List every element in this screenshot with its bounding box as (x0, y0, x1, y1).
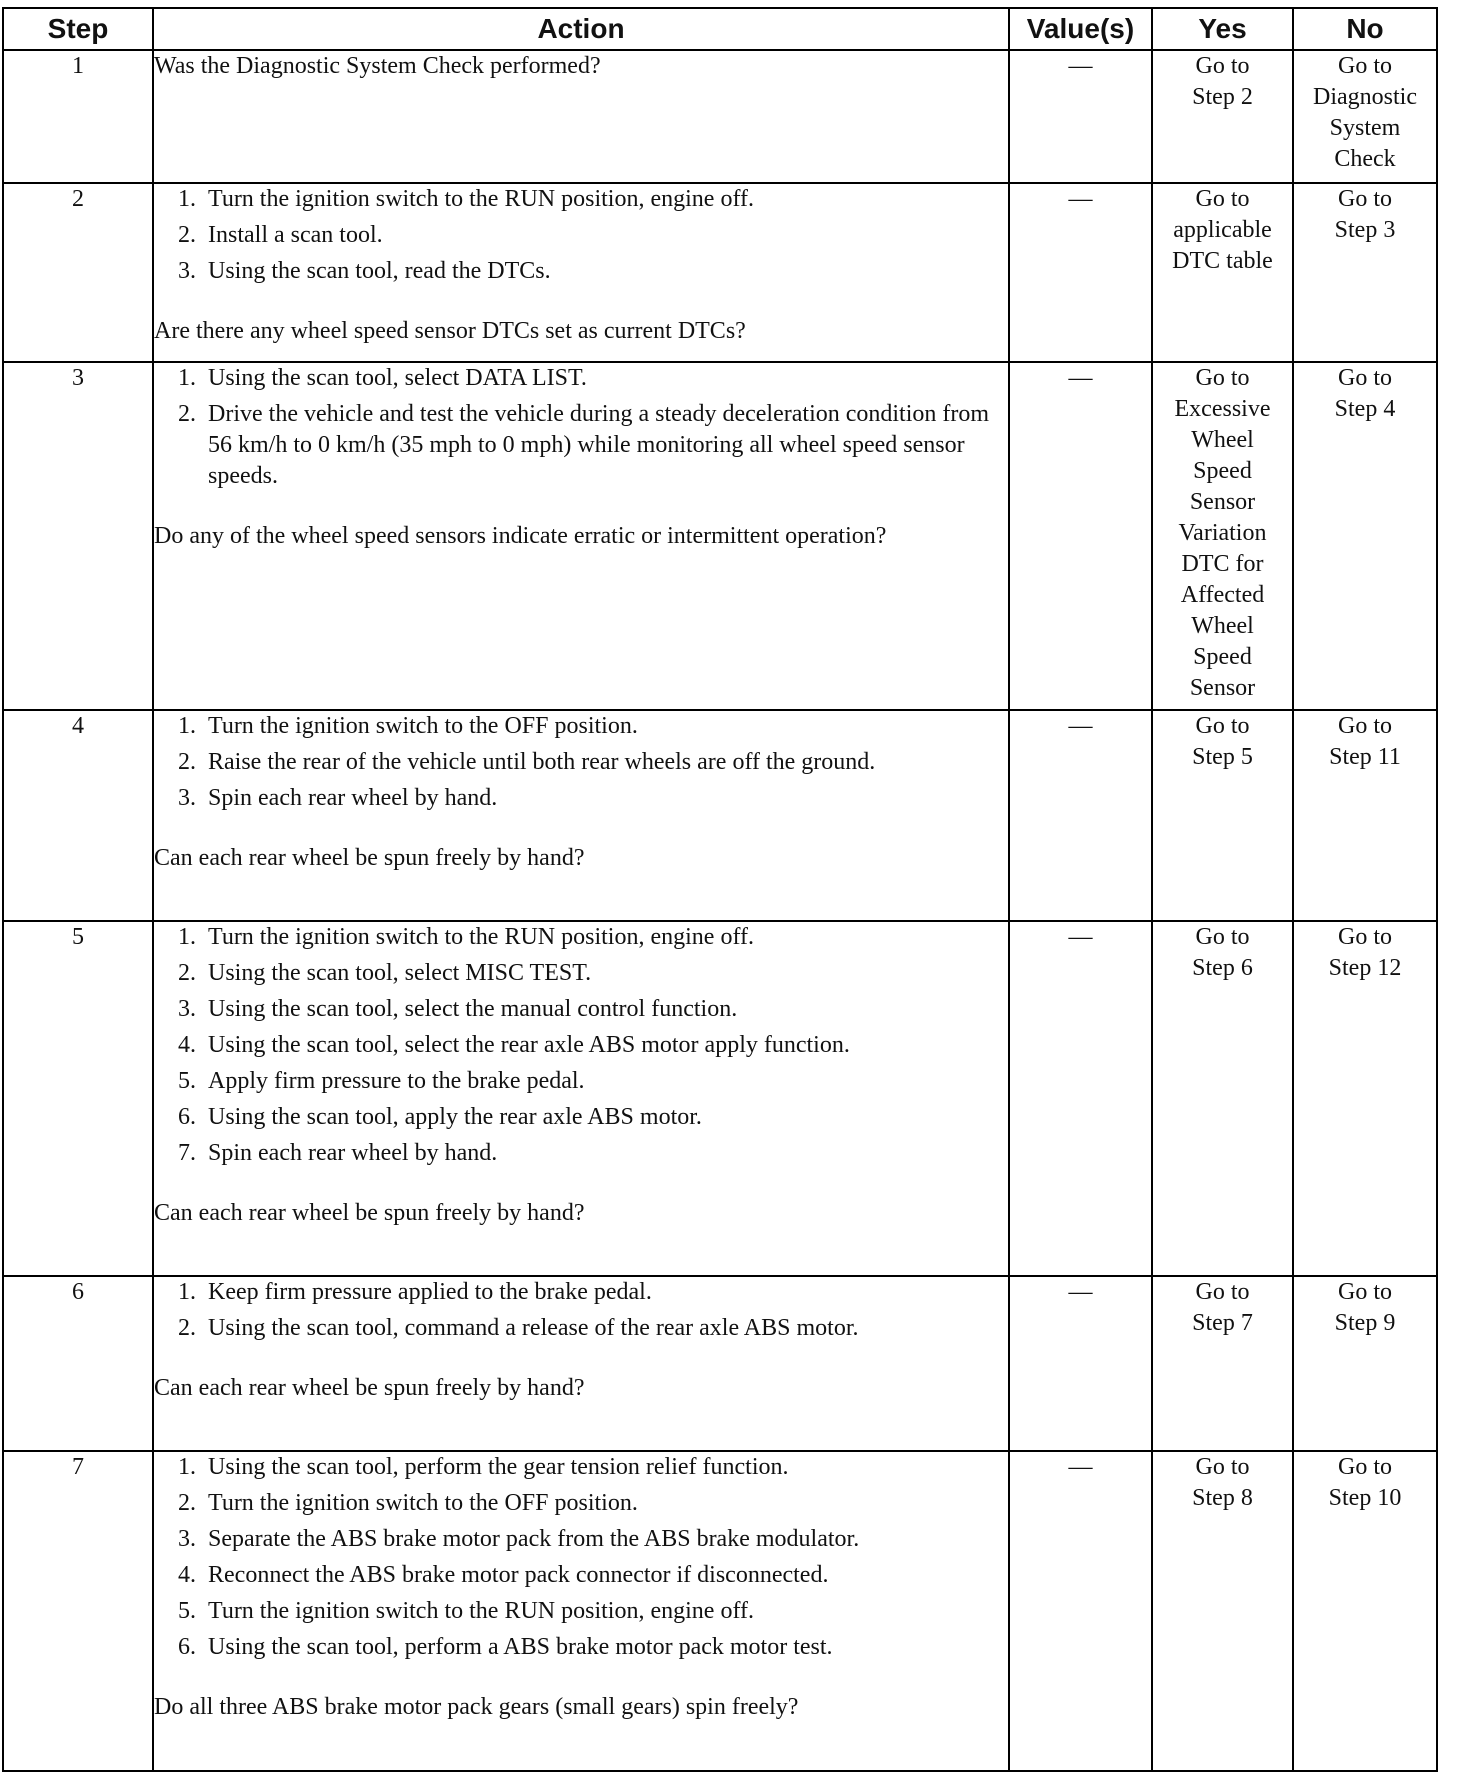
yes-outcome-cell (1152, 710, 1293, 921)
question-text: Can each rear wheel be spun freely by hand? (154, 1375, 585, 1401)
action-step-number: 7. (178, 1140, 196, 1166)
action-steps-list (154, 1452, 1008, 1663)
action-cell (153, 921, 1009, 1276)
yes-outcome-line: Go to (1195, 1279, 1250, 1305)
action-step (154, 363, 1008, 394)
no-outcome-line: Step 3 (1334, 217, 1396, 243)
action-step-text: Using the scan tool, read the DTCs. (208, 258, 551, 284)
no-outcome-line: Go to (1338, 186, 1392, 212)
action-step-text: Keep firm pressure applied to the brake pedal. (208, 1279, 652, 1305)
action-step-text: Using the scan tool, command a release of the rear axle ABS motor. (208, 1315, 859, 1341)
action-step-number: 2. (178, 960, 196, 986)
step-number: 6 (72, 1279, 84, 1305)
no-outcome-line: Go to (1338, 365, 1392, 391)
action-step-number: 5. (178, 1598, 196, 1624)
no-outcome-line: Diagnostic (1313, 84, 1417, 110)
value-text: — (1068, 53, 1093, 79)
header-no: No (1293, 8, 1437, 50)
action-cell (153, 1451, 1009, 1771)
action-step-number: 2. (178, 1490, 196, 1516)
no-outcome-line: System (1329, 115, 1401, 141)
value-cell (1009, 183, 1152, 362)
yes-outcome-line: Go to (1195, 713, 1250, 739)
action-step-number: 2. (178, 222, 196, 248)
yes-outcome-cell (1152, 921, 1293, 1276)
step-number: 5 (72, 924, 84, 950)
action-steps-list (154, 922, 1008, 1169)
action-step (154, 1277, 1008, 1308)
action-step (154, 1632, 1008, 1663)
action-step-number: 1. (178, 1279, 196, 1305)
action-step (154, 783, 1008, 814)
yes-outcome-line: Step 6 (1192, 955, 1253, 981)
action-step-text: Turn the ignition switch to the RUN position, engine off. (208, 924, 754, 950)
action-step-text: Turn the ignition switch to the OFF position. (208, 1490, 638, 1516)
yes-outcome-line: Go to (1195, 186, 1250, 212)
value-text: — (1068, 186, 1093, 212)
action-step-number: 3. (178, 785, 196, 811)
no-outcome-line: Go to (1338, 1279, 1392, 1305)
yes-outcome-line: Sensor (1189, 675, 1256, 701)
action-step-text: Separate the ABS brake motor pack from the ABS brake modulator. (208, 1526, 860, 1552)
step-number-cell (3, 710, 153, 921)
value-text: — (1068, 713, 1093, 739)
header-values: Value(s) (1009, 8, 1152, 50)
action-steps-list (154, 363, 1008, 492)
yes-outcome-line: applicable (1173, 217, 1272, 243)
yes-outcome-line: Affected (1180, 582, 1265, 608)
header-row (3, 8, 1437, 50)
action-step (154, 184, 1008, 215)
action-step (154, 256, 1008, 287)
no-outcome-line: Go to (1338, 713, 1392, 739)
action-step (154, 1138, 1008, 1169)
action-step-number: 2. (178, 1315, 196, 1341)
action-step (154, 994, 1008, 1025)
no-outcome-cell (1293, 183, 1437, 362)
no-outcome-line: Step 9 (1334, 1310, 1396, 1336)
no-outcome-cell (1293, 50, 1437, 183)
yes-outcome-line: Speed (1193, 458, 1252, 484)
action-step-text: Reconnect the ABS brake motor pack connector if disconnected. (208, 1562, 829, 1588)
yes-outcome-cell (1152, 1451, 1293, 1771)
action-step-text: Turn the ignition switch to the RUN position, engine off. (208, 186, 754, 212)
action-step-number: 3. (178, 258, 196, 284)
action-step (154, 1313, 1008, 1344)
action-step-text: Turn the ignition switch to the RUN position, engine off. (208, 1598, 754, 1624)
no-outcome-line: Check (1334, 146, 1396, 172)
action-step (154, 1102, 1008, 1133)
action-step-number: 3. (178, 996, 196, 1022)
yes-outcome-line: Go to (1195, 53, 1250, 79)
action-cell (153, 710, 1009, 921)
action-cell (153, 183, 1009, 362)
value-cell (1009, 710, 1152, 921)
action-step-text: Raise the rear of the vehicle until both rear wheels are off the ground. (208, 749, 876, 775)
action-step-text: Using the scan tool, select MISC TEST. (208, 960, 592, 986)
action-step-text: Using the scan tool, perform a ABS brake motor pack motor test. (208, 1634, 833, 1660)
value-cell (1009, 921, 1152, 1276)
action-step (154, 220, 1008, 251)
action-steps-list (154, 1277, 1008, 1344)
action-step-text: Drive the vehicle and test the vehicle during a steady deceleration condition from 56 km/h to 0 km/h (35 mph to 0 mph) while monitoring all wheel speed sensor speeds. (208, 401, 990, 489)
yes-outcome-line: Sensor (1189, 489, 1256, 515)
action-cell (153, 1276, 1009, 1451)
action-step (154, 1452, 1008, 1483)
question-text: Do all three ABS brake motor pack gears (small gears) spin freely? (154, 1694, 799, 1720)
step-number-cell (3, 183, 153, 362)
step-number: 7 (72, 1454, 84, 1480)
step-number: 4 (72, 713, 84, 739)
action-step-text: Spin each rear wheel by hand. (208, 785, 498, 811)
header-step: Step (3, 8, 153, 50)
action-step-number: 1. (178, 924, 196, 950)
yes-outcome-line: Step 5 (1192, 744, 1253, 770)
action-cell (153, 362, 1009, 710)
action-step (154, 399, 1008, 492)
question-text: Can each rear wheel be spun freely by hand? (154, 1200, 585, 1226)
step-number-cell (3, 50, 153, 183)
yes-outcome-line: Wheel (1191, 427, 1254, 453)
table-row (3, 921, 1437, 1276)
no-outcome-line: Go to (1338, 1454, 1392, 1480)
step-number-cell (3, 1451, 153, 1771)
action-step-text: Apply firm pressure to the brake pedal. (208, 1068, 585, 1094)
table-row (3, 183, 1437, 362)
action-step-text: Using the scan tool, select the manual control function. (208, 996, 738, 1022)
value-cell (1009, 362, 1152, 710)
yes-outcome-line: Step 8 (1192, 1485, 1253, 1511)
step-number: 1 (72, 53, 84, 79)
action-steps-list (154, 184, 1008, 287)
action-step (154, 1488, 1008, 1519)
table-row (3, 362, 1437, 710)
yes-outcome-cell (1152, 50, 1293, 183)
action-step-number: 2. (178, 749, 196, 775)
action-step-number: 2. (178, 401, 196, 427)
yes-outcome-line: Excessive (1174, 396, 1271, 422)
action-step (154, 1560, 1008, 1591)
action-step-number: 1. (178, 186, 196, 212)
value-text: — (1068, 1279, 1093, 1305)
step-number-cell (3, 921, 153, 1276)
action-step-text: Using the scan tool, perform the gear tension relief function. (208, 1454, 789, 1480)
action-steps-list (154, 711, 1008, 814)
table-row (3, 50, 1437, 183)
yes-outcome-line: Go to (1195, 924, 1250, 950)
no-outcome-line: Step 11 (1329, 744, 1401, 770)
action-step-number: 1. (178, 1454, 196, 1480)
table-row (3, 1276, 1437, 1451)
yes-outcome-line: DTC table (1172, 248, 1273, 274)
action-step-text: Turn the ignition switch to the OFF position. (208, 713, 638, 739)
question-text: Are there any wheel speed sensor DTCs set as current DTCs? (154, 318, 746, 344)
action-step (154, 1596, 1008, 1627)
table-row (3, 710, 1437, 921)
step-number-cell (3, 362, 153, 710)
header-action: Action (153, 8, 1009, 50)
yes-outcome-line: Variation (1178, 520, 1267, 546)
action-step (154, 711, 1008, 742)
no-outcome-line: Step 4 (1334, 396, 1396, 422)
action-step-number: 6. (178, 1634, 196, 1660)
action-step-text: Using the scan tool, select the rear axle ABS motor apply function. (208, 1032, 850, 1058)
yes-outcome-line: DTC for (1181, 551, 1264, 577)
value-text: — (1068, 1454, 1093, 1480)
yes-outcome-line: Go to (1195, 365, 1250, 391)
no-outcome-line: Go to (1338, 924, 1392, 950)
action-step-number: 1. (178, 365, 196, 391)
yes-outcome-line: Step 7 (1192, 1310, 1253, 1336)
action-step (154, 958, 1008, 989)
action-step-number: 6. (178, 1104, 196, 1130)
diagnostic-table (2, 7, 1438, 1772)
yes-outcome-line: Step 2 (1192, 84, 1253, 110)
yes-outcome-line: Wheel (1191, 613, 1254, 639)
action-step (154, 922, 1008, 953)
step-number: 3 (72, 365, 84, 391)
step-number: 2 (72, 186, 84, 212)
value-cell (1009, 1276, 1152, 1451)
step-number-cell (3, 1276, 153, 1451)
action-step-number: 4. (178, 1562, 196, 1588)
yes-outcome-cell (1152, 1276, 1293, 1451)
value-cell (1009, 50, 1152, 183)
action-step (154, 747, 1008, 778)
table-body (3, 50, 1437, 1771)
value-text: — (1068, 924, 1093, 950)
action-step-number: 5. (178, 1068, 196, 1094)
action-step (154, 1030, 1008, 1061)
yes-outcome-cell (1152, 362, 1293, 710)
no-outcome-line: Go to (1338, 53, 1392, 79)
action-step-text: Using the scan tool, apply the rear axle ABS motor. (208, 1104, 702, 1130)
no-outcome-cell (1293, 1451, 1437, 1771)
yes-outcome-line: Speed (1193, 644, 1252, 670)
header-yes: Yes (1152, 8, 1293, 50)
action-step-number: 4. (178, 1032, 196, 1058)
no-outcome-cell (1293, 710, 1437, 921)
action-cell (153, 50, 1009, 183)
yes-outcome-line: Go to (1195, 1454, 1250, 1480)
action-step-number: 1. (178, 713, 196, 739)
yes-outcome-cell (1152, 183, 1293, 362)
action-step-number: 3. (178, 1526, 196, 1552)
no-outcome-line: Step 12 (1328, 955, 1402, 981)
action-step-text: Spin each rear wheel by hand. (208, 1140, 498, 1166)
action-step-text: Install a scan tool. (208, 222, 383, 248)
table-row (3, 1451, 1437, 1771)
value-text: — (1068, 365, 1093, 391)
no-outcome-cell (1293, 362, 1437, 710)
action-step (154, 1066, 1008, 1097)
no-outcome-cell (1293, 1276, 1437, 1451)
question-text: Was the Diagnostic System Check performed? (154, 53, 601, 79)
no-outcome-cell (1293, 921, 1437, 1276)
question-text: Can each rear wheel be spun freely by hand? (154, 845, 585, 871)
action-step (154, 1524, 1008, 1555)
value-cell (1009, 1451, 1152, 1771)
question-text: Do any of the wheel speed sensors indicate erratic or intermittent operation? (154, 523, 887, 549)
no-outcome-line: Step 10 (1328, 1485, 1402, 1511)
action-step-text: Using the scan tool, select DATA LIST. (208, 365, 587, 391)
